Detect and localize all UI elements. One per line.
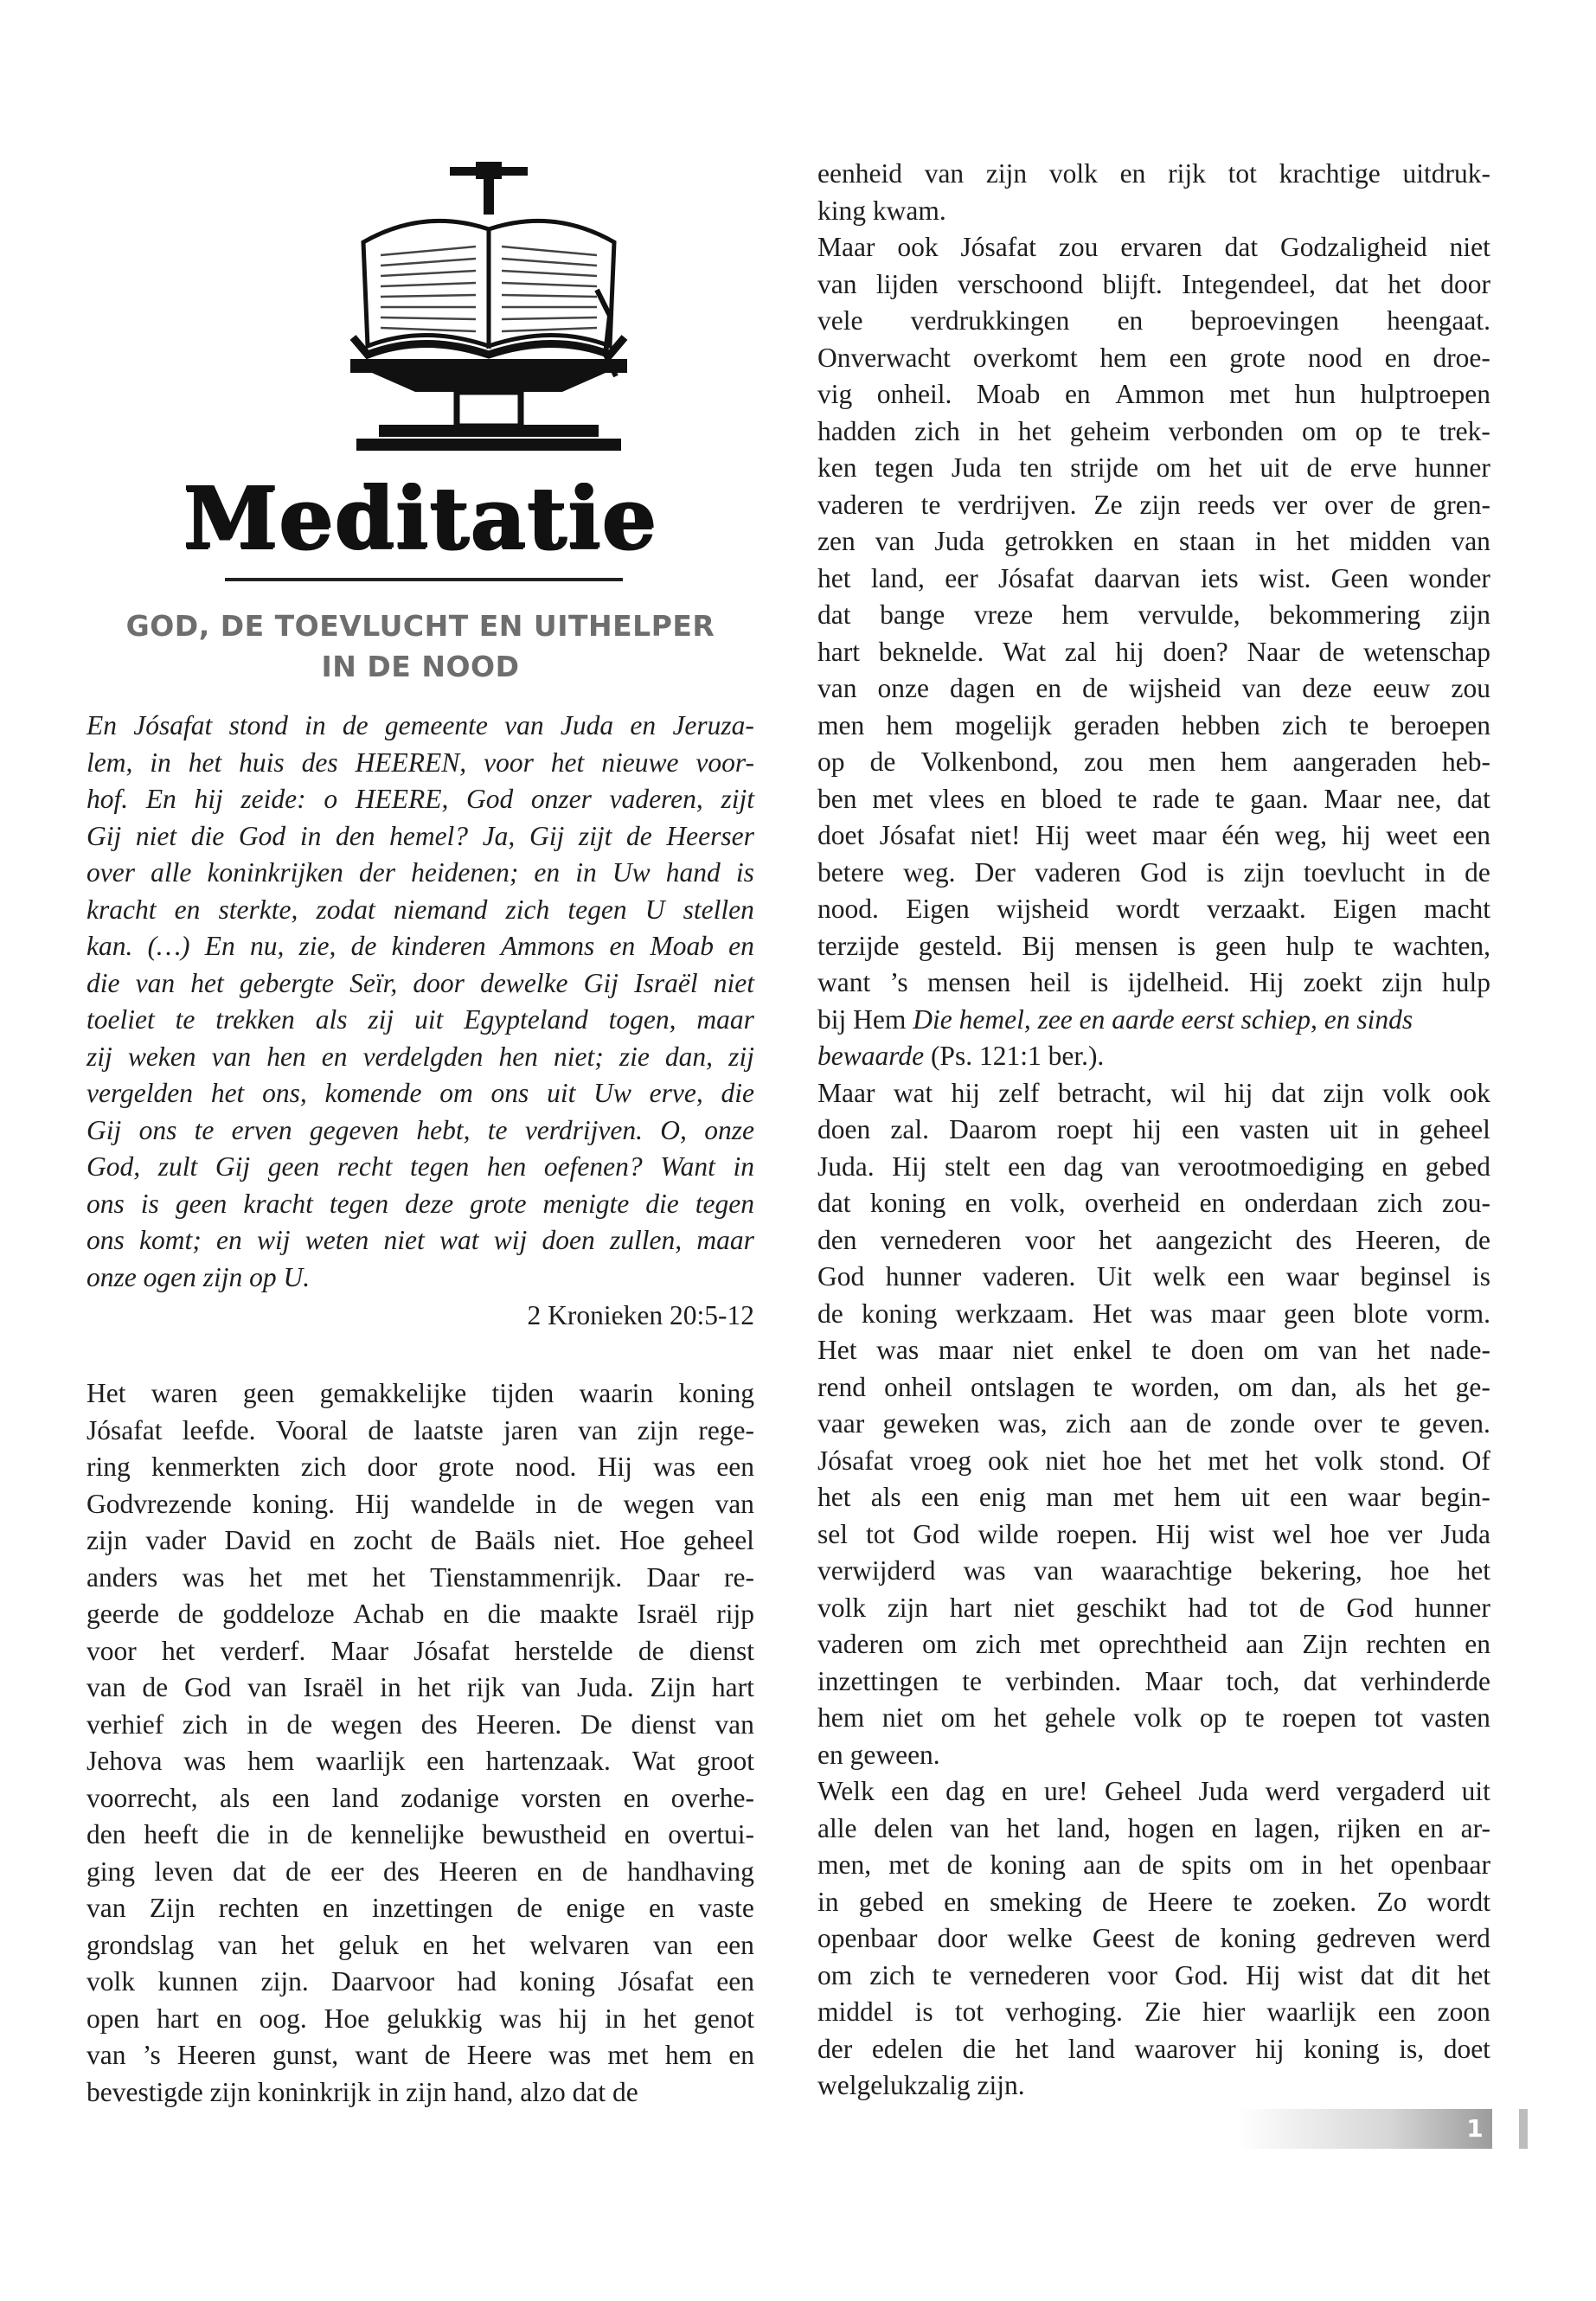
headline-line: IN DE NOOD [321, 650, 520, 683]
body-line: open hart en oog. Hoe gelukkig was hij in het genot [87, 2003, 754, 2034]
body-line: middel is tot verhoging. Zie hier waarlijk een zoon [817, 1997, 1490, 2027]
body-line: ken tegen Juda ten strijde om het uit de erve hunner [817, 452, 1490, 483]
body-line: den vernederen voor het aangezicht des Heeren, de [817, 1224, 1490, 1255]
body-line: king kwam. [817, 195, 946, 226]
psalm-quote-italic: Die hemel, zee en aarde eerst schiep, en sinds [913, 1003, 1413, 1035]
quote-line: toeliet te trekken als zij uit Egypteland togen, maar [87, 1004, 754, 1035]
body-line: het land, eer Jósafat daarvan iets wist. Geen wonder [817, 562, 1490, 593]
body-line: nood. Eigen wijsheid wordt verzaakt. Eigen macht [817, 894, 1490, 924]
quote-line: kracht en sterkte, zodat niemand zich tegen U stellen [87, 894, 754, 925]
body-line: alle delen van het land, hogen en lagen, rijken en ar- [817, 1812, 1490, 1843]
body-line: en geween. [817, 1739, 940, 1770]
body-line: want ’s mensen heil is ijdelheid. Hij zoekt zijn hulp [817, 967, 1490, 997]
body-line: het als een enig man met hem uit een waar begin- [817, 1482, 1490, 1512]
body-line: zen van Juda getrokken en staan in het midden van [817, 526, 1490, 556]
quote-line: Gij ons te erven gegeven hebt, te verdrijven. O, onze [87, 1114, 754, 1145]
body-line: volk kunnen zijn. Daarvoor had koning Jósafat een [87, 1966, 754, 1997]
body-line: terzijde gesteld. Bij mensen is geen hulp te wachten, [817, 930, 1490, 961]
body-line: Jósafat vroeg ook niet hoe het met het volk stond. Of [817, 1445, 1490, 1476]
body-line: hadden zich in het geheim verbonden om op te trek- [817, 415, 1490, 446]
body-line: betere weg. Der vaderen God is zijn toevlucht in de [817, 856, 1490, 888]
body-line: hart beknelde. Wat zal hij doen? Naar de wetenschap [817, 636, 1490, 667]
body-line: Jehova was hem waarlijk een hartenzaak. Wat groot [87, 1746, 754, 1776]
quote-line: Gij niet die God in den hemel? Ja, Gij zijt de Heerser [87, 820, 754, 851]
body-line: dat bange vreze hem vervulde, bekommering zijn [817, 599, 1490, 630]
body-line: ging leven dat de eer des Heeren en de handhaving [87, 1856, 754, 1887]
body-line: anders was het met het Tienstammenrijk. Daar re- [87, 1561, 754, 1593]
body-text-right [817, 156, 1490, 2105]
body-line: Het was maar niet enkel te doen om van het nade- [817, 1335, 1490, 1365]
body-line: doen zal. Daarom roept hij een vasten uit in geheel [817, 1114, 1490, 1144]
body-line: God hunner vaderen. Uit welk een waar beginsel is [817, 1261, 1490, 1292]
body-line-with-psalm [817, 1002, 1490, 1039]
quote-line: onze ogen zijn op U. [87, 1261, 311, 1292]
body-line: vaderen te verdrijven. Ze zijn reeds ver over de gren- [817, 489, 1490, 520]
body-line: voor het verderf. Maar Jósafat herstelde de dienst [87, 1635, 754, 1666]
body-line: verwijderd was van waarachtige bekering, hoe het [817, 1555, 1490, 1586]
headline-line: GOD, DE TOEVLUCHT EN UITHELPER [125, 609, 715, 643]
open-bible-lectern-illustration [346, 160, 631, 454]
masthead-underline [225, 578, 623, 581]
body-line: sel tot God wilde roepen. Hij wist wel hoe ver Juda [817, 1518, 1490, 1549]
body-line-with-psalm [817, 1038, 1490, 1075]
body-line: ring kenmerkten zich door grote nood. Hij was een [87, 1452, 754, 1482]
body-line: Jósafat leefde. Vooral de laatste jaren van zijn rege- [87, 1414, 754, 1445]
page-number-strip [1237, 2109, 1492, 2149]
body-line: van onze dagen en de wijsheid van deze eeuw zou [817, 673, 1490, 703]
body-line-prefix: bij Hem [817, 1003, 907, 1035]
masthead-title: Meditatie [183, 469, 658, 568]
body-line: welgelukzalig zijn. [817, 2070, 1025, 2100]
quote-line: kan. (…) En nu, zie, de kinderen Ammons en Moab en [87, 931, 754, 961]
body-line: grondslag van het geluk en het welvaren van een [87, 1929, 754, 1960]
psalm-reference: (Ps. 121:1 ber.). [930, 1041, 1105, 1071]
body-line: den heeft die in de kennelijke bewustheid en overtui- [87, 1819, 754, 1849]
quote-reference: 2 Kronieken 20:5-12 [527, 1300, 754, 1330]
quote-line: God, zult Gij geen recht tegen hen oefenen? Want in [87, 1151, 754, 1182]
body-line: de koning werkzaam. Het was maar geen blote vorm. [817, 1298, 1490, 1329]
body-line: bevestigde zijn koninkrijk in zijn hand, alzo dat de [87, 2076, 638, 2107]
body-line: dat koning en volk, overheid en onderdaan zich zou- [817, 1188, 1490, 1218]
body-line: vig onheil. Moab en Ammon met hun hulptroepen [817, 379, 1490, 409]
body-text-left [87, 1375, 754, 2111]
body-line: ben met vlees en bloed te rade te gaan. Maar nee, dat [817, 783, 1490, 814]
body-line: doet Jósafat niet! Hij weet maar één weg, hij weet een [817, 820, 1490, 850]
body-line: Juda. Hij stelt een dag van verootmoediging en gebed [817, 1150, 1490, 1182]
body-line: Het waren geen gemakkelijke tijden waarin koning [87, 1378, 754, 1408]
quote-line: ons is geen kracht tegen deze grote menigte die tegen [87, 1188, 754, 1219]
body-line: van Zijn rechten en inzettingen de enige en vaste [87, 1893, 754, 1923]
body-line: openbaar door welke Geest de koning gedreven werd [817, 1923, 1490, 1953]
body-line: verhief zich in de wegen des Heeren. De dienst van [87, 1708, 754, 1740]
body-line: zijn vader David en zocht de Baäls niet. Hoe geheel [87, 1525, 754, 1555]
body-line: men, met de koning aan de spits om in het openbaar [817, 1849, 1490, 1880]
page-number: 1 [1466, 2114, 1484, 2143]
psalm-quote-italic: bewaarde [817, 1041, 925, 1071]
body-line: in gebed en smeking de Heere te zoeken. Zo wordt [817, 1886, 1490, 1917]
body-line: vele verdrukkingen en beproevingen heengaat. [817, 305, 1490, 336]
body-line: men hem mogelijk geraden hebben zich te beroepen [817, 709, 1490, 740]
quote-line: hof. En hij zeide: o HEERE, God onzer vaderen, zijt [87, 784, 754, 814]
quote-line: ons komt; en wij weten niet wat wij doen zullen, maar [87, 1225, 754, 1255]
body-line: Welk een dag en ure! Geheel Juda werd vergaderd uit [817, 1776, 1490, 1806]
body-line: inzettingen te verbinden. Maar toch, dat verhinderde [817, 1665, 1490, 1696]
quote-line: over alle koninkrijken der heidenen; en in Uw hand is [87, 857, 754, 888]
body-line: der edelen die het land waarover hij koning is, doet [817, 2033, 1490, 2064]
body-line: eenheid van zijn volk en rijk tot krachtige uitdruk- [817, 158, 1490, 189]
body-line: volk zijn hart niet geschikt had tot de God hunner [817, 1592, 1490, 1623]
body-line: voorrecht, als een land zodanige vorsten en overhe- [87, 1782, 754, 1813]
body-line: op de Volkenbond, zou men hem aangeraden heb- [817, 747, 1490, 777]
quote-line: zij weken van hen en verdelgden hen niet; zie dan, zij [87, 1041, 754, 1072]
body-line: geerde de goddeloze Achab en die maakte Israël rijp [87, 1599, 754, 1629]
body-line: vaar geweken was, zich aan de zonde over te geven. [817, 1408, 1490, 1439]
body-line: Onverwacht overkomt hem een grote nood en droe- [817, 342, 1490, 373]
body-line: vaderen om zich met oprechtheid aan Zijn rechten en [817, 1629, 1490, 1659]
scripture-quote [87, 708, 754, 1296]
body-line: Maar ook Jósafat zou ervaren dat Godzaligheid niet [817, 232, 1490, 262]
body-line: hem niet om het gehele volk op te roepen tot vasten [817, 1702, 1490, 1733]
article-headline [87, 606, 754, 687]
body-line: van ’s Heeren gunst, want de Heere was met hem en [87, 2040, 754, 2070]
quote-line: vergelden het ons, komende om ons uit Uw erve, die [87, 1078, 754, 1108]
body-line: Maar wat hij zelf betracht, wil hij dat zijn volk ook [817, 1077, 1490, 1108]
quote-line: lem, in het huis des HEEREN, voor het nieuwe voor- [87, 747, 754, 778]
quote-line: die van het gebergte Seïr, door dewelke Gij Israël niet [87, 967, 754, 998]
body-line: van lijden verschoond blijft. Integendeel, dat het door [817, 268, 1490, 299]
body-line: Godvrezende koning. Hij wandelde in de wegen van [87, 1488, 754, 1519]
body-line: van de God van Israël in het rijk van Juda. Zijn hart [87, 1672, 754, 1702]
page-edge-marker [1519, 2109, 1528, 2149]
quote-line: En Jósafat stond in de gemeente van Juda en Jeruza- [87, 710, 754, 740]
body-line: om zich te vernederen voor God. Hij wist dat dit het [817, 1959, 1490, 1990]
body-line: rend onheil ontslagen te worden, om dan, als het ge- [817, 1371, 1490, 1402]
